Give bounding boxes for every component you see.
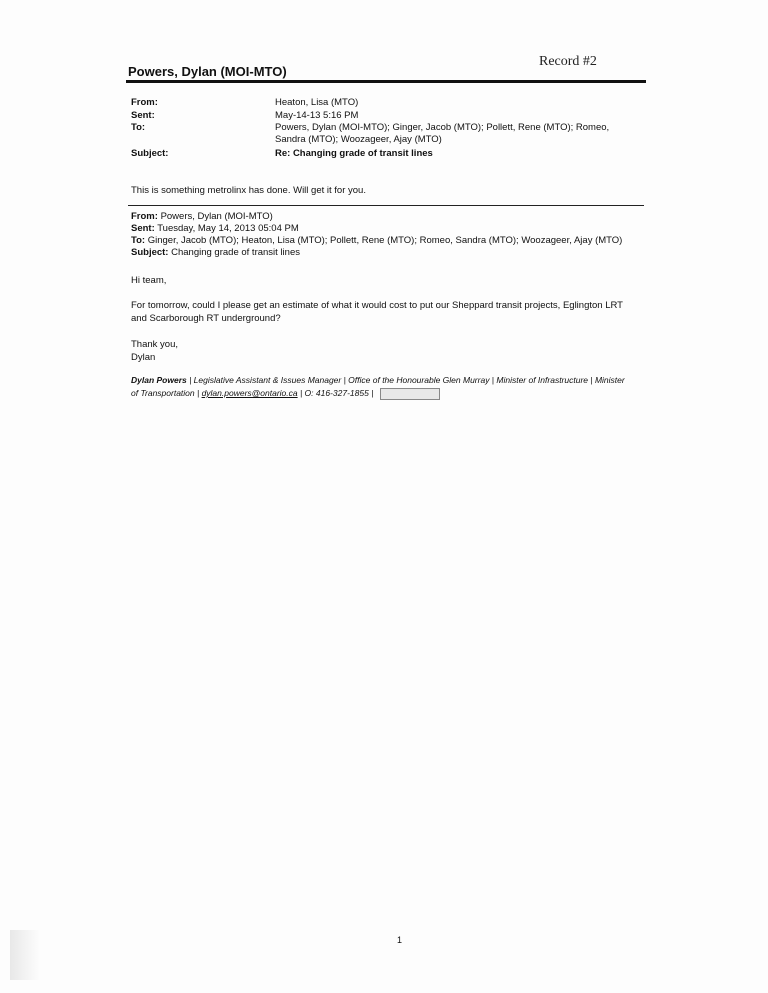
sent-value: May-14-13 5:16 PM bbox=[275, 110, 359, 121]
from-value: Heaton, Lisa (MTO) bbox=[275, 97, 359, 108]
to-label: To: bbox=[131, 122, 146, 133]
message-name: Dylan bbox=[131, 352, 156, 363]
signature-line-1: | Legislative Assistant & Issues Manager | Office of the Honourable Glen Murray | Minister of Infrastructure | Minister bbox=[186, 375, 625, 385]
message-line-2: and Scarborough RT underground? bbox=[131, 313, 281, 324]
record-label: Record #2 bbox=[539, 54, 597, 69]
forwarded-to-value: Ginger, Jacob (MTO); Heaton, Lisa (MTO); Pollett, Rene (MTO); Romeo, Sandra (MTO); Woozageer, Ajay (MTO) bbox=[147, 235, 623, 246]
signature-email-link[interactable]: dylan.powers@ontario.ca bbox=[201, 388, 298, 398]
subject-label: Subject: bbox=[131, 148, 169, 159]
forwarded-subject-value: Changing grade of transit lines bbox=[171, 247, 300, 258]
signature-line-2: of Transportation | bbox=[131, 388, 202, 398]
forwarded-subject-label: Subject: bbox=[131, 247, 169, 258]
message-closing: Thank you, bbox=[131, 339, 178, 350]
forwarded-from-value: Powers, Dylan (MOI-MTO) bbox=[160, 211, 273, 222]
from-label: From: bbox=[131, 97, 158, 108]
page-number: 1 bbox=[397, 935, 403, 945]
redaction-box bbox=[380, 388, 440, 400]
signature-phone: | O: 416-327-1855 | bbox=[297, 388, 376, 398]
forwarded-sent-value: Tuesday, May 14, 2013 05:04 PM bbox=[157, 223, 299, 234]
message-greeting: Hi team, bbox=[131, 275, 167, 286]
reply-body: This is something metrolinx has done. Will get it for you. bbox=[131, 185, 366, 196]
forward-divider bbox=[128, 205, 644, 206]
sent-label: Sent: bbox=[131, 110, 155, 121]
scan-edge-shadow bbox=[10, 930, 40, 980]
forwarded-from-label: From: bbox=[131, 211, 158, 222]
forwarded-from bbox=[131, 211, 273, 223]
mailbox-owner-title: Powers, Dylan (MOI-MTO) bbox=[128, 64, 287, 79]
subject-value: Re: Changing grade of transit lines bbox=[275, 148, 433, 159]
message-line-1: For tomorrow, could I please get an estimate of what it would cost to put our Sheppard transit projects, Eglington LRT bbox=[131, 300, 623, 311]
signature-name: Dylan Powers bbox=[131, 375, 187, 385]
forwarded-to bbox=[131, 235, 651, 247]
forwarded-to-label: To: bbox=[131, 235, 146, 246]
title-divider bbox=[126, 80, 646, 83]
forwarded-sent-label: Sent: bbox=[131, 223, 155, 234]
forwarded-subject bbox=[131, 247, 300, 259]
forwarded-sent bbox=[131, 223, 299, 235]
to-value: Powers, Dylan (MOI-MTO); Ginger, Jacob (MTO); Pollett, Rene (MTO); Romeo, Sandra (MTO); Woozageer, Ajay (MTO) bbox=[275, 122, 610, 145]
email-signature bbox=[131, 374, 651, 400]
